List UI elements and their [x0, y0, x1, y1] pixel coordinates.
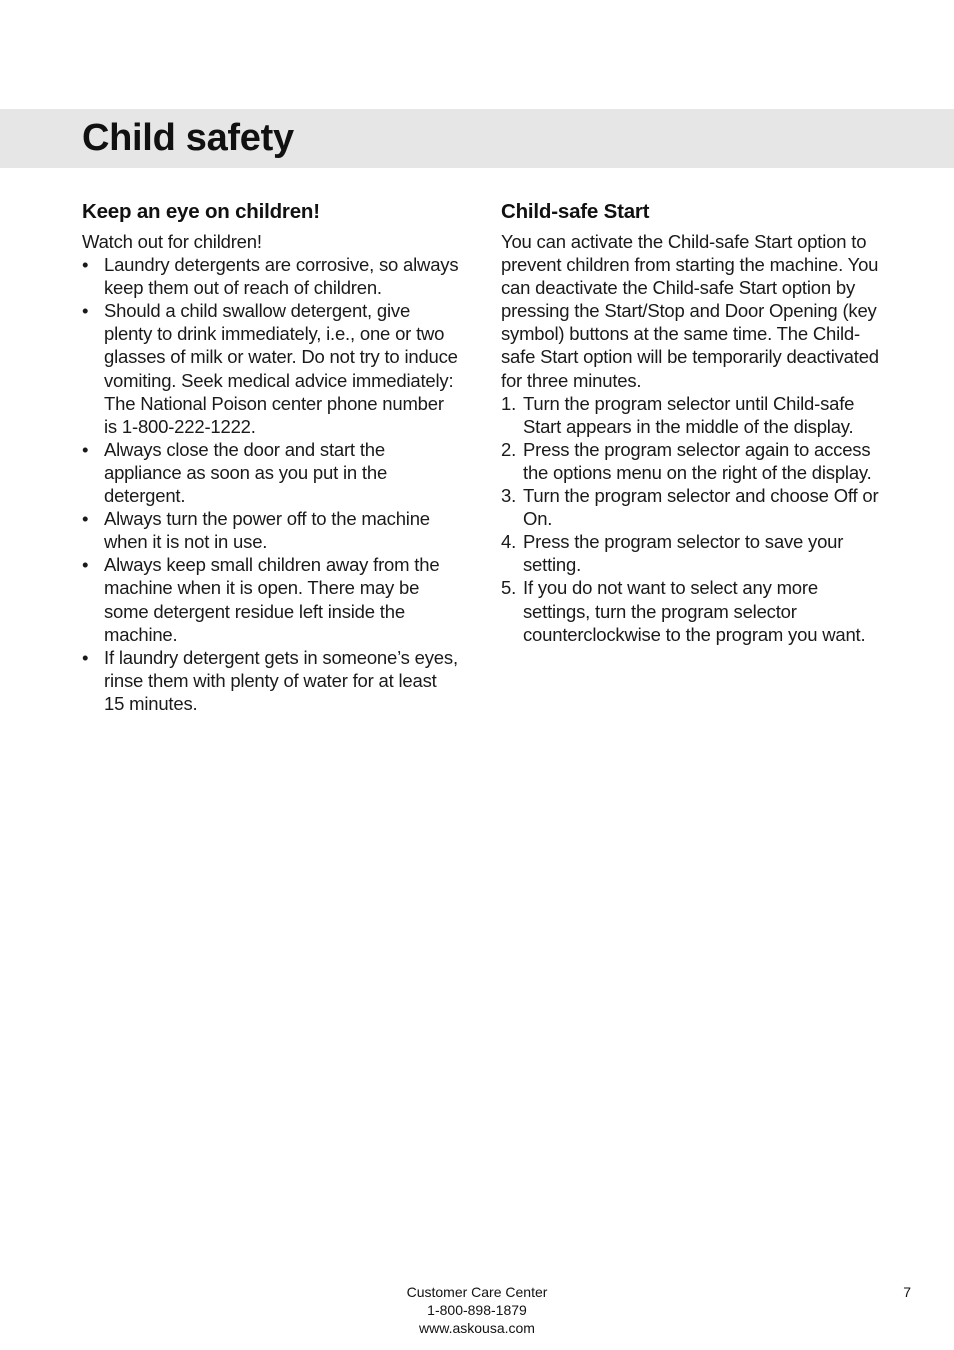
list-item	[82, 438, 460, 507]
list-item	[501, 392, 879, 438]
step-number: 5.	[501, 577, 517, 599]
bullet-marker: •	[82, 508, 89, 530]
list-item	[82, 646, 460, 715]
keep-eye-heading: Keep an eye on children!	[82, 200, 320, 223]
step-number: 2.	[501, 438, 517, 460]
bullet-marker: •	[82, 438, 89, 460]
bullet-marker: •	[82, 646, 89, 668]
list-item-text: Turn the program selector until Child-safe Start appears in the middle of the display.	[523, 392, 855, 437]
list-item-text: Turn the program selector and choose Off or On.	[523, 485, 879, 530]
child-safe-start-section	[501, 198, 879, 646]
title-band	[0, 109, 954, 168]
list-item-text: Always turn the power off to the machine when it is not in use.	[104, 508, 430, 553]
list-item	[82, 553, 460, 645]
list-item	[501, 484, 879, 530]
list-item-text: Press the program selector to save your setting.	[523, 531, 844, 576]
list-item-text: Should a child swallow detergent, give plenty to drink immediately, i.e., one or two glasses of milk or water. Do not try to induce vomiting. Seek medical advice immediately: The National Poison center phone number is 1-800-222-1222.	[104, 300, 458, 437]
keep-eye-section	[82, 198, 460, 715]
footer-website: www.askousa.com	[419, 1320, 535, 1336]
keep-eye-intro: Watch out for children!	[82, 231, 262, 252]
list-item	[501, 576, 879, 645]
bullet-marker: •	[82, 254, 89, 276]
footer-phone: 1-800-898-1879	[427, 1302, 527, 1318]
child-safe-start-intro: You can activate the Child-safe Start option to prevent children from starting the machine. You can deactivate the Child-safe Start option by pressing the Start/Stop and Door Opening (key symbol) buttons at the same time. The Child-safe Start option will be temporarily deactivated for three minutes.	[501, 231, 879, 391]
page-number: 7	[903, 1284, 911, 1300]
list-item	[82, 253, 460, 299]
list-item-text: If you do not want to select any more settings, turn the program selector counterclockwise to the program you want.	[523, 577, 866, 645]
bullet-marker: •	[82, 300, 89, 322]
step-number: 1.	[501, 392, 517, 414]
list-item	[501, 438, 879, 484]
footer-contact	[0, 1283, 954, 1337]
list-item	[501, 530, 879, 576]
list-item-text: If laundry detergent gets in someone’s eyes, rinse them with plenty of water for at least 15 minutes.	[104, 646, 458, 714]
list-item-text: Always keep small children away from the machine when it is open. There may be some detergent residue left inside the machine.	[104, 554, 440, 645]
step-number: 3.	[501, 485, 517, 507]
list-item-text: Always close the door and start the appliance as soon as you put in the detergent.	[104, 438, 388, 507]
step-number: 4.	[501, 531, 517, 553]
footer-customer-care: Customer Care Center	[406, 1284, 548, 1300]
list-item-text: Press the program selector again to access the options menu on the right of the display.	[523, 438, 872, 483]
list-item-text: Laundry detergents are corrosive, so always keep them out of reach of children.	[104, 254, 459, 299]
child-safe-start-heading: Child-safe Start	[501, 200, 650, 223]
bullet-marker: •	[82, 554, 89, 576]
list-item	[82, 299, 460, 438]
page-title: Child safety	[82, 117, 294, 159]
list-item	[82, 507, 460, 553]
safety-bullet-list	[82, 253, 460, 715]
steps-list	[501, 392, 879, 646]
